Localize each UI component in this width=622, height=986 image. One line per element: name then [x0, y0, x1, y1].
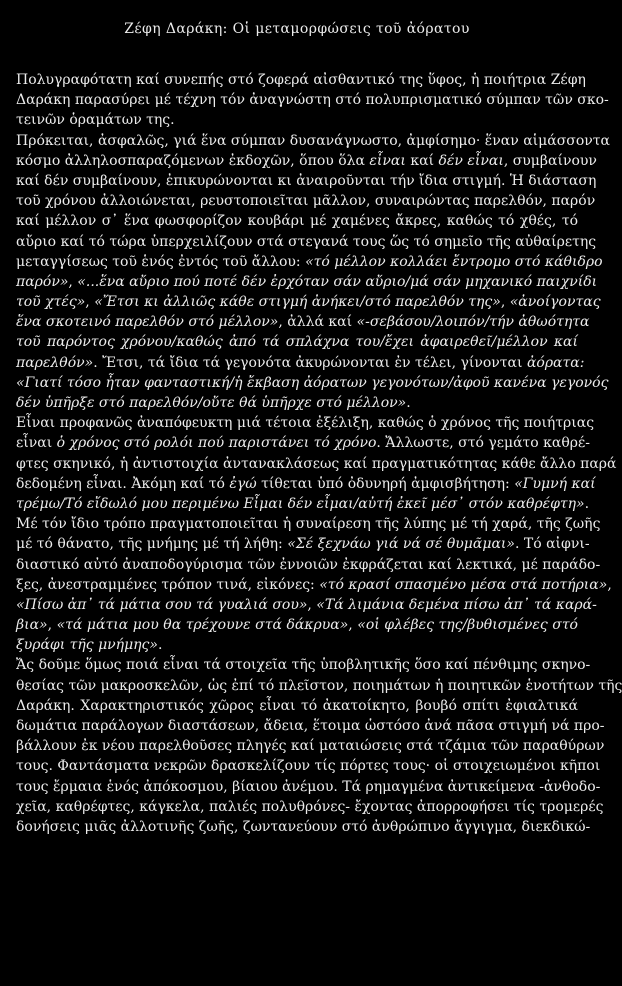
text-line — [16, 756, 601, 776]
prose-text: Μέ τόν ἴδιο τρόπο πραγματοποιεῖται ἡ συναίρεση τῆς λύπης μέ τή χαρά, τῆς ζωῆς — [16, 516, 601, 533]
quoted-verse: τρέμω/Τό εἴδωλό μου περιμένω Εἶμαι δέν εἶμαι/αὐτή ἐκεῖ μέσ᾽ στόν καθρέφτη» — [16, 495, 585, 512]
text-line — [16, 716, 605, 736]
paragraph — [16, 655, 622, 837]
prose-text: τους ἔρμαια ἑνός ἀπόκοσμου, βίαιου ἀνέμου. Τά ρημαγμένα ἀντικείμενα -ἀνθοδο- — [16, 778, 601, 795]
text-line — [16, 494, 590, 514]
quoted-verse: «τό κρασί σπασμένο μέσα στά ποτήρια» — [319, 576, 608, 593]
prose-text: τους. Φαντάσματα νεκρῶν δρασκελίζουν τίς πόρτες τους· οἱ στοιχειωμένοι κῆποι — [16, 758, 601, 775]
prose-text: Ἄς δοῦμε ὅμως ποιά εἶναι τά στοιχεῖα τῆς ὑποβλητικῆς ὅσο καί πένθιμης σκηνο- — [16, 657, 591, 674]
text-line — [16, 110, 578, 130]
prose-text: , — [500, 294, 510, 311]
prose-text: Πολυγραφότατη καί συνεπής στό ζοφερά αἰσθαντικό της ὕφος, ἡ ποιήτρια Ζέφη — [16, 72, 586, 88]
quoted-verse: ἕνα σκοτεινό παρελθόν στό μέλλον» — [16, 314, 279, 331]
prose-text: . — [584, 495, 590, 512]
quoted-verse: «Πίσω ἀπ᾽ τά μάτια σου τά γυαλιά σου» — [16, 596, 308, 613]
text-line — [16, 272, 598, 292]
prose-text: , — [348, 617, 358, 634]
quoted-verse: «Ἔτσι κι ἀλλιῶς κάθε στιγμή ἀνήκει/στό παρελθόν της» — [94, 294, 501, 311]
text-line — [16, 353, 585, 373]
paragraph — [16, 413, 617, 655]
text-line — [16, 655, 591, 675]
text-line — [16, 90, 609, 110]
quoted-verse: δέν εἶναι — [438, 152, 504, 169]
quoted-verse: «τό μέλλον κολλάει ἔντρομο στό κάθιδρο — [305, 253, 603, 270]
quoted-verse: «Γιατί τόσο ἦταν φανταστική/ἡ ἔκβαση ἀόρατων γεγονότων/ἀφοῦ κανένα γεγονός — [16, 374, 609, 391]
text-line — [16, 413, 595, 433]
text-line — [16, 211, 578, 231]
text-line — [16, 151, 597, 171]
quoted-verse: εἶναι — [369, 152, 406, 169]
text-line — [16, 534, 590, 554]
prose-text: κόσμο ἀλληλοσπαραζόμενων ἐκδοχῶν, ὅπου ὅλα — [16, 152, 370, 169]
prose-text: δεδομένη εἶναι. Ἀκόμη καί τό — [16, 475, 230, 492]
prose-text: . — [406, 395, 411, 411]
quoted-verse: «Τά λιμάνια δεμένα πίσω ἀπ᾽ τά καρά- — [316, 596, 597, 613]
text-line — [16, 514, 601, 534]
quoted-verse: τοῦ παρόντος χρόνου/καθώς ἀπό τά σπλάχνα του/ἔχει ἀφαιρεθεῖ/μέλλον καί — [16, 334, 578, 351]
prose-text: βάλλουν ἐκ νέου παρελθοῦσες πληγές καί ματαιώσεις στά τζάμια τῶν παραθύρων — [16, 738, 605, 755]
text-line — [16, 393, 578, 413]
prose-text: καί μέλλον σ᾽ ἕνα φωσφορίζον κουβάρι μέ χαμένες ἄκρες, καθώς τό χθές, τό — [16, 213, 578, 230]
prose-text: τίθεται ὑπό ὀδυνηρή ἀμφισβήτηση: — [256, 475, 515, 492]
prose-text: χεῖα, καθρέφτες, κάγκελα, παλιές πολυθρόνες- ἔχοντας ἀπορροφήσει τίς τρομερές — [16, 798, 604, 815]
quoted-verse: παρελθόν» — [16, 354, 94, 371]
prose-text: φτες σκηνικό, ἡ ἀντιστοιχία ἀντανακλάσεως καί πραγματικότητας κάθε ἄλλο παρά — [16, 455, 617, 472]
prose-text: Δαράκη παρασύρει μέ τέχνη τόν ἀναγνώστη στό πολυπρισματικό σύμπαν τῶν σκο- — [16, 92, 609, 109]
prose-text: ξες, ἀνεστραμμένες τρόπον τινά, εἰκόνες: — [16, 576, 320, 593]
prose-text: εἶναι — [16, 435, 57, 452]
prose-text: . Ἔτσι, τά ἴδια τά γεγονότα ἀκυρώνονται ἐν τέλει, γίνονται — [93, 354, 527, 371]
prose-text: θεσίας τῶν μακροσκελῶν, ὡς ἐπί τό πλεῖστον, ποιημάτων ἡ ποιητικῶν ἑνοτήτων τῆς — [16, 677, 622, 694]
text-line — [16, 575, 612, 595]
text-line — [16, 797, 604, 817]
prose-text: , ἀλλά καί — [278, 314, 357, 331]
prose-text: δωμάτια παράλογων διαστάσεων, ἄδεια, ἕτοιμα ὡστόσο ἀνά πᾶσα στιγμή νά προ- — [16, 718, 605, 734]
text-line — [16, 555, 601, 575]
prose-text: , — [607, 576, 612, 593]
quoted-verse: «-σεβάσου/λοιπόν/τήν ἀθωότητα — [356, 314, 590, 331]
text-line — [16, 252, 603, 272]
prose-text: Εἶναι προφανῶς ἀναπόφευκτη μιά τέτοια ἐξέλιξη, καθώς ὁ χρόνος τῆς ποιήτριας — [16, 415, 595, 432]
text-line — [16, 615, 578, 635]
text-line — [16, 292, 601, 312]
text-line — [16, 595, 597, 615]
article-body — [16, 70, 622, 837]
quoted-verse: «Σέ ξεχνάω γιά νά σέ θυμᾶμαι» — [287, 536, 515, 553]
quoted-verse: τοῦ χτές» — [16, 294, 86, 311]
prose-text: . Τό αἰφνι- — [514, 536, 590, 553]
prose-text: διαστικό αὐτό ἀναποδογύρισμα τῶν ἐννοιῶν ἐκφράζεται καί λεκτικά, μέ παράδο- — [16, 556, 601, 573]
text-line — [16, 373, 609, 393]
text-line — [16, 777, 601, 797]
prose-text: Πρόκειται, ἀσφαλῶς, γιά ἕνα σύμπαν δυσανάγνωστο, ἀμφίσημο· ἕναν αἱμάσσοντα — [16, 132, 610, 149]
text-line — [16, 433, 591, 453]
quoted-verse: ἀόρατα: — [526, 354, 585, 371]
prose-text: μέ τό θάνατο, τῆς μνήμης μέ τή λήθη: — [16, 536, 288, 553]
prose-text: , — [68, 273, 78, 290]
text-line — [16, 676, 622, 696]
quoted-verse: ξυράφι τῆς μνήμης» — [16, 637, 158, 654]
text-line — [16, 191, 596, 211]
quoted-verse: βια» — [16, 617, 48, 634]
quoted-verse: «Γυμνή καί — [514, 475, 596, 492]
prose-text: καί — [405, 152, 439, 169]
prose-text: καί δέν συμβαίνουν, ἐπικυρώνονται κι ἀναιροῦνται τήν ἴδια στιγμή. Ἡ διάσταση — [16, 172, 597, 189]
text-line — [16, 635, 578, 655]
prose-text: μεταγγίσεως τοῦ ἑνός ἐντός τοῦ ἄλλου: — [16, 253, 306, 270]
prose-text: δονήσεις μιᾶς ἀλλοτινῆς ζωῆς, ζωντανεύουν στό ἀνθρώπινο ἄγγιγμα, διεκδικώ- — [16, 818, 591, 835]
prose-text: τεινῶν ὁραμάτων της. — [16, 112, 175, 129]
text-line — [16, 736, 605, 756]
quoted-verse: παρόν» — [16, 273, 69, 290]
quoted-verse: ὁ χρόνος στό ρολόι πού παριστάνει τό χρόνο — [56, 435, 377, 452]
prose-text: αὔριο καί τό τώρα ὑπερχειλίζουν στά στεγανά τους ὥς τό σημεῖο τῆς αὐθαίρετης — [16, 233, 597, 250]
quoted-verse: «οἱ φλέβες της/βυθισμένες στό — [357, 617, 578, 634]
prose-text: Δαράκη. Χαρακτηριστικός χῶρος εἶναι τό ἀκατοίκητο, βουβό σπίτι ἐφιαλτικά — [16, 697, 578, 714]
prose-text: τοῦ χρόνου ἀλλοιώνεται, ρευστοποιεῖται μᾶλλον, συναιρώντας παρελθόν, παρόν — [16, 193, 596, 210]
running-header: Ζέφη Δαράκη: Οἱ μεταμορφώσεις τοῦ ἀόρατου — [124, 21, 470, 37]
prose-text: , — [47, 617, 57, 634]
text-line — [16, 232, 597, 252]
quoted-verse: ἐγώ — [229, 475, 257, 492]
text-line — [16, 312, 590, 332]
prose-text: . Ἄλλωστε, στό γεμάτο καθρέ- — [376, 435, 591, 452]
paragraph — [16, 70, 609, 131]
prose-text: , — [85, 294, 95, 311]
text-line — [16, 70, 586, 90]
text-line — [16, 474, 596, 494]
paragraph — [16, 131, 610, 414]
quoted-verse: «τά μάτια μου θα τρέχουνε στά δάκρυα» — [56, 617, 349, 634]
quoted-verse: «...ἕνα αὔριο πού ποτέ δέν ἐρχόταν σάν αὔριο/μά σάν μηχανικό παιχνίδι — [77, 273, 598, 290]
text-line — [16, 696, 578, 716]
quoted-verse: «ἀνοίγοντας — [509, 294, 601, 311]
text-line — [16, 817, 591, 837]
prose-text: , — [307, 596, 317, 613]
text-line — [16, 131, 610, 151]
text-line — [16, 171, 597, 191]
quoted-verse: δέν ὑπῆρξε στό παρελθόν/οὔτε θά ὑπῆρχε στό μέλλον» — [16, 395, 407, 411]
prose-text: . — [157, 637, 163, 654]
prose-text: , συμβαίνουν — [503, 152, 597, 169]
text-line — [16, 454, 617, 474]
text-line — [16, 332, 578, 352]
